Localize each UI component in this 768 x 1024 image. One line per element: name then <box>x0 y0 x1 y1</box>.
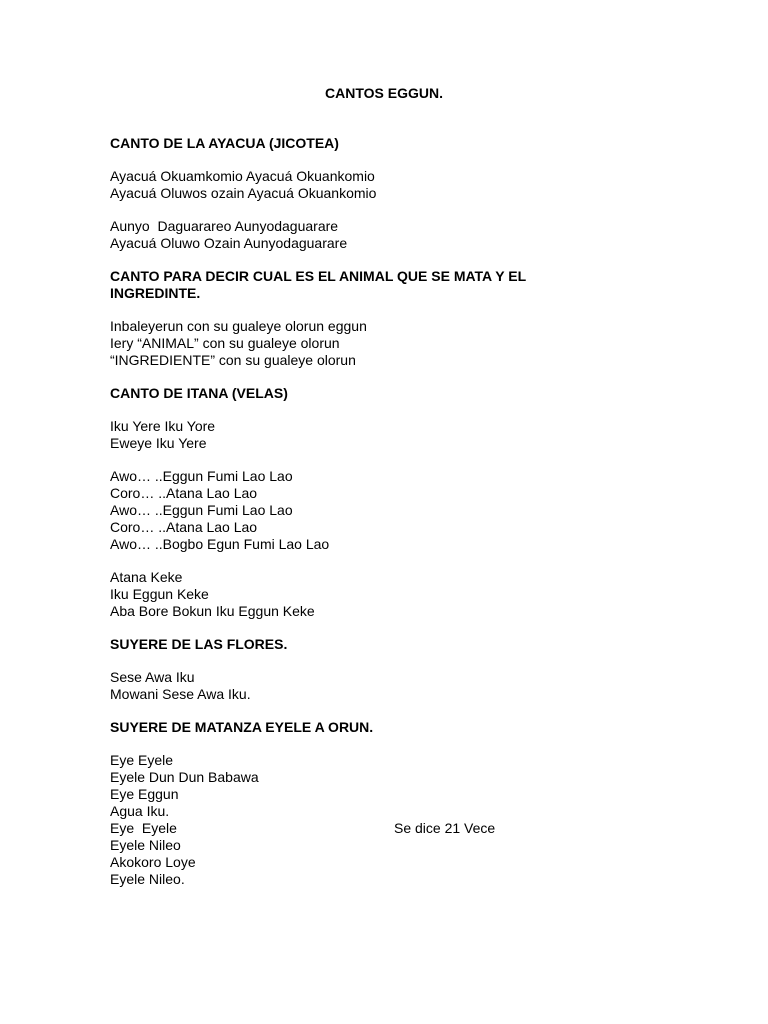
lyric-line: Coro… ..Atana Lao Lao <box>110 519 258 535</box>
lyric-line: Awo… ..Bogbo Egun Fumi Lao Lao <box>110 536 330 552</box>
section-heading: CANTO DE LA AYACUA (JICOTEA) <box>110 135 339 151</box>
lyric-line: Inbaleyerun con su gualeye olorun eggun <box>110 318 367 334</box>
lyric-line: Eyele Nileo <box>110 837 181 853</box>
section-canto-animal <box>110 268 630 369</box>
stanza <box>110 569 630 620</box>
stanza <box>110 168 630 202</box>
lyric-line: Eyele Dun Dun Babawa <box>110 769 259 785</box>
lyric-line: Awo… ..Eggun Fumi Lao Lao <box>110 502 293 518</box>
lyric-line: Agua Iku. <box>110 803 170 819</box>
stanza <box>110 418 630 452</box>
lyric-line: Aba Bore Bokun Iku Eggun Keke <box>110 603 315 619</box>
document-title: CANTOS EGGUN. <box>325 85 443 101</box>
section-canto-itana <box>110 385 630 620</box>
lyric-line: Ayacuá Okuamkomio Ayacuá Okuankomio <box>110 168 375 184</box>
lyric-line: Mowani Sese Awa Iku. <box>110 686 251 702</box>
lyric-line: Eweye Iku Yere <box>110 435 207 451</box>
lyric-line: Eyele Nileo. <box>110 871 185 887</box>
stanza <box>110 218 630 252</box>
section-heading: CANTO PARA DECIR CUAL ES EL ANIMAL QUE SE MATA Y EL <box>110 268 527 284</box>
section-heading: CANTO DE ITANA (VELAS) <box>110 385 288 401</box>
lyric-line: “INGREDIENTE” con su gualeye olorun <box>110 352 356 368</box>
section-heading: SUYERE DE LAS FLORES. <box>110 636 288 652</box>
lyric-line: Atana Keke <box>110 569 183 585</box>
lyric-line: Iku Eggun Keke <box>110 586 209 602</box>
lyric-line: Aunyo Daguarareo Aunyodaguarare <box>110 218 339 234</box>
lyric-line: Ayacuá Oluwos ozain Ayacuá Okuankomio <box>110 185 377 201</box>
lyric-line: Eye Eggun <box>110 786 179 802</box>
section-heading: INGREDINTE. <box>110 285 201 301</box>
stanza <box>110 468 630 553</box>
lyric-line: Eye Eyele <box>110 820 177 836</box>
lyric-line: Iery “ANIMAL” con su gualeye olorun <box>110 335 340 351</box>
lyric-line: Awo… ..Eggun Fumi Lao Lao <box>110 468 293 484</box>
stanza <box>110 318 630 369</box>
section-canto-ayacua <box>110 135 630 252</box>
stanza <box>110 752 630 888</box>
section-suyere-matanza <box>110 719 630 888</box>
lyric-line-with-note <box>110 820 630 837</box>
section-suyere-flores <box>110 636 630 703</box>
stanza <box>110 669 630 703</box>
document-body <box>110 135 630 904</box>
lyric-line: Coro… ..Atana Lao Lao <box>110 485 258 501</box>
lyric-line: Eye Eyele <box>110 752 174 768</box>
lyric-line: Akokoro Loye <box>110 854 196 870</box>
lyric-line: Sese Awa Iku <box>110 669 195 685</box>
section-heading: SUYERE DE MATANZA EYELE A ORUN. <box>110 719 374 735</box>
lyric-line: Iku Yere Iku Yore <box>110 418 216 434</box>
side-note: Se dice 21 Vece <box>394 820 496 836</box>
lyric-line: Ayacuá Oluwo Ozain Aunyodaguarare <box>110 235 348 251</box>
